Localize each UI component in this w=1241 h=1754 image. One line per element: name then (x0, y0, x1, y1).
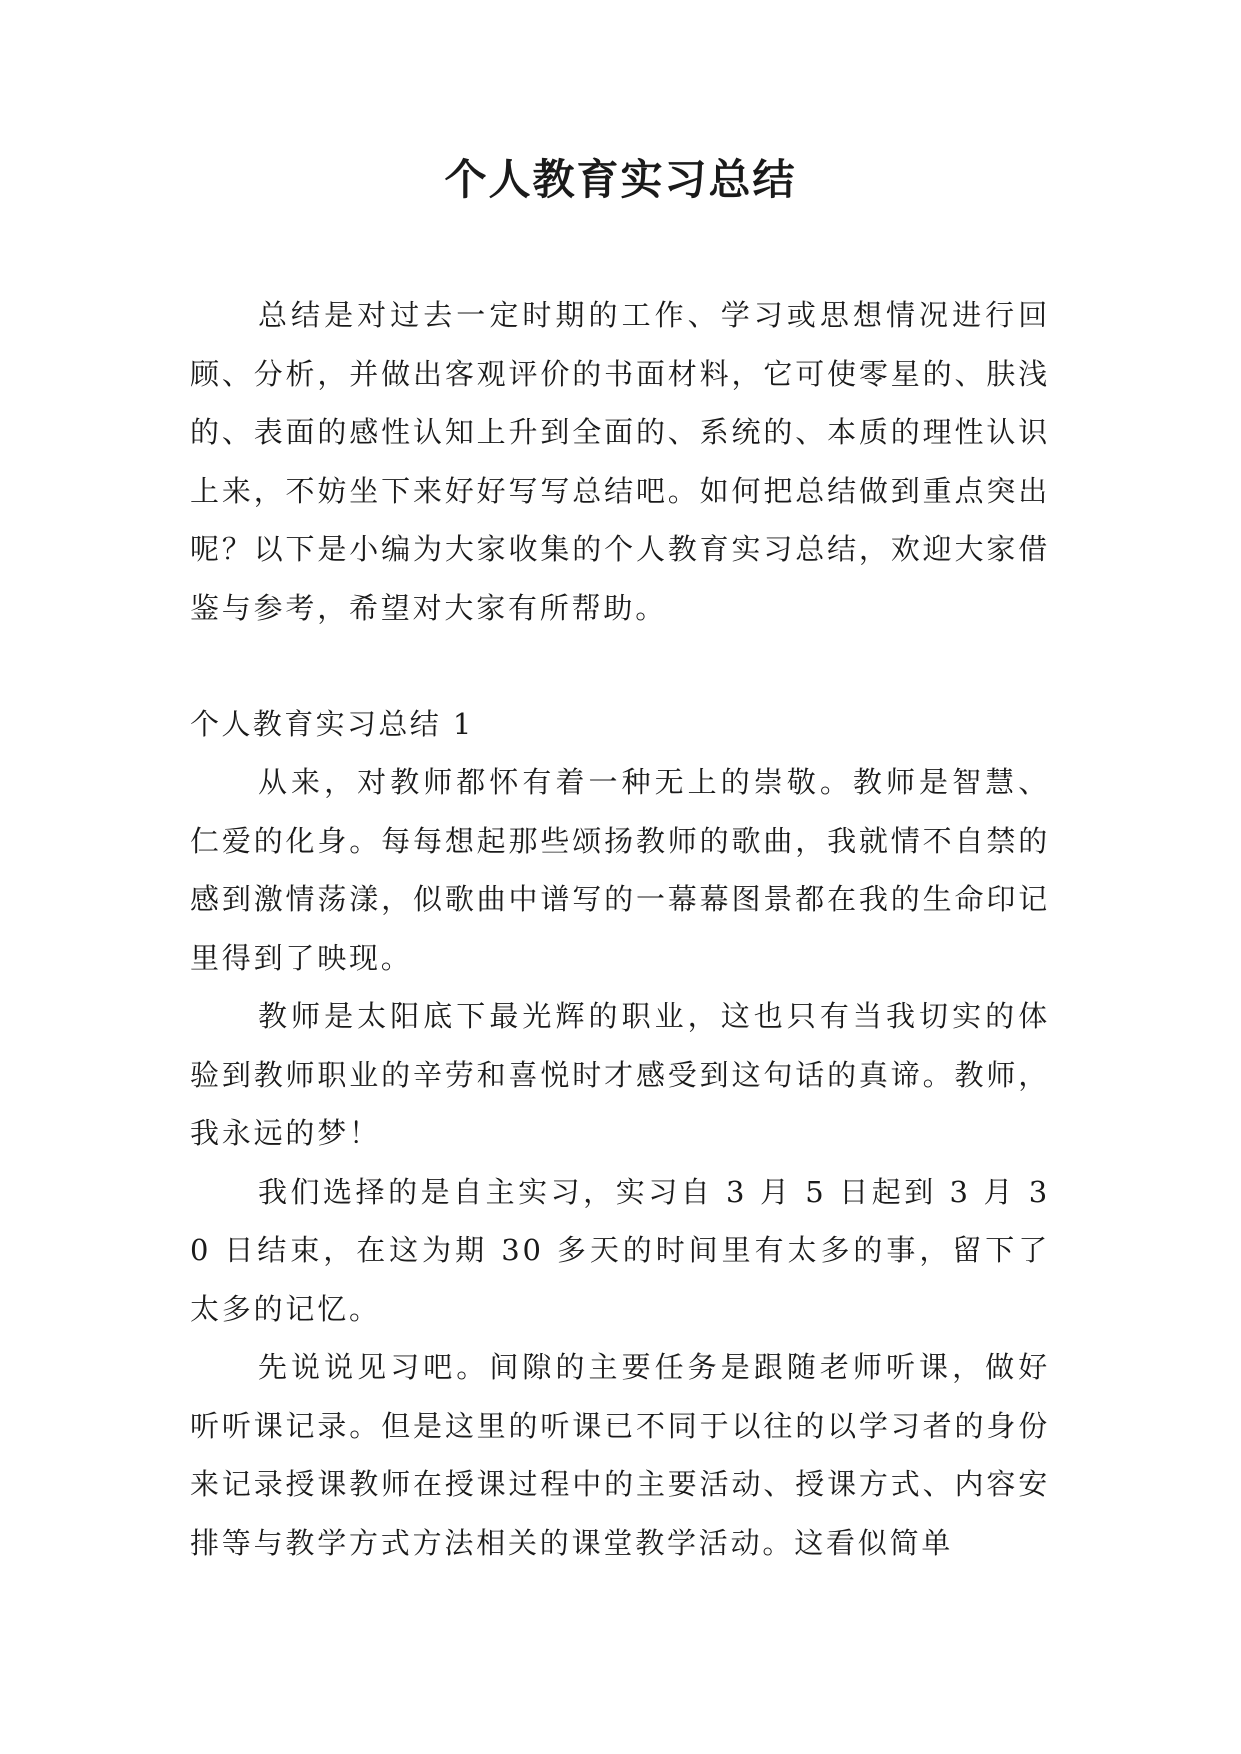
body-paragraph-1: 从来，对教师都怀有着一种无上的崇敬。教师是智慧、仁爱的化身。每每想起那些颂扬教师的歌曲，我就情不自禁的感到激情荡漾，似歌曲中谱写的一幕幕图景都在我的生命印记里得到了映现。 (190, 765, 1050, 975)
body-paragraph-3: 我们选择的是自主实习，实习自 3 月 5 日起到 3 月 30 日结束，在这为期 30 多天的时间里有太多的事，留下了太多的记忆。 (190, 1174, 1050, 1326)
document-title: 个人教育实习总结 (444, 155, 797, 204)
section-heading: 个人教育实习总结 1 (190, 707, 474, 741)
body-paragraph-2: 教师是太阳底下最光辉的职业，这也只有当我切实的体验到教师职业的辛劳和喜悦时才感受到这句话的真谛。教师，我永远的梦！ (190, 999, 1050, 1150)
intro-paragraph: 总结是对过去一定时期的工作、学习或思想情况进行回顾、分析，并做出客观评价的书面材料，它可使零星的、肤浅的、表面的感性认知上升到全面的、系统的、本质的理性认识上来，不妨坐下来好好写写总结吧。如何把总结做到重点突出呢？以下是小编为大家收集的个人教育实习总结，欢迎大家借鉴与参考，希望对大家有所帮助。 (190, 298, 1050, 625)
document-body (190, 286, 1050, 1572)
body-paragraph-4: 先说说见习吧。间隙的主要任务是跟随老师听课，做好听听课记录。但是这里的听课已不同于以往的以学习者的身份来记录授课教师在授课过程中的主要活动、授课方式、内容安排等与教学方式方法相关的课堂教学活动。这看似简单 (190, 1350, 1050, 1560)
